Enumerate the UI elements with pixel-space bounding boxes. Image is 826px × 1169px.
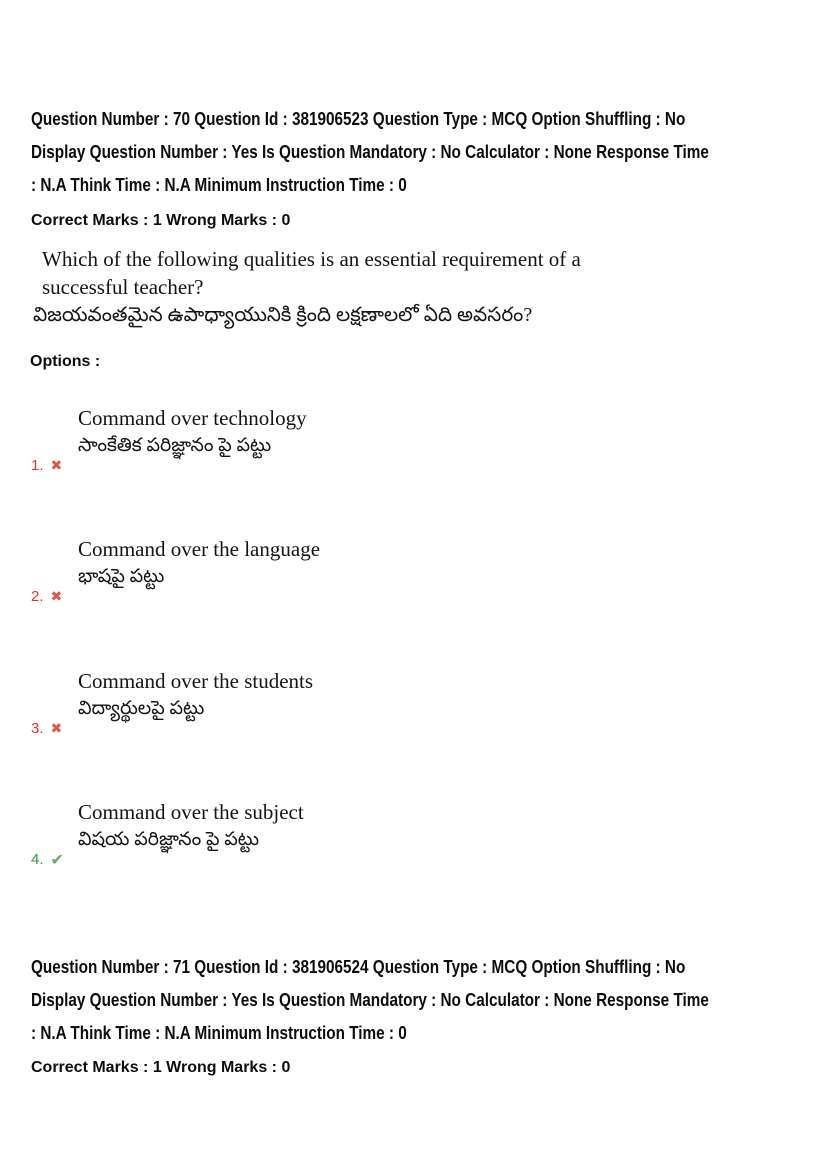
- wrong-answer-icon: ✖: [50, 720, 63, 737]
- option-3-text-telugu: విద్యార్థులపై పట్టు: [78, 698, 205, 719]
- option-4-text-telugu: విషయ పరిజ్ఞానం పై పట్టు: [78, 829, 260, 850]
- option-3-marker: [31, 720, 62, 737]
- question-70-meta-line-2: Display Question Number : Yes Is Question Mandatory : No Calculator : None Response Time: [31, 142, 709, 162]
- question-70-text-english-line-1: Which of the following qualities is an essential requirement of a: [42, 247, 581, 271]
- option-3-number: 3.: [31, 720, 44, 737]
- option-1-text-english: Command over technology: [78, 406, 307, 430]
- option-1: [0, 406, 826, 488]
- question-71-meta-line-3: : N.A Think Time : N.A Minimum Instruction Time : 0: [31, 1023, 407, 1043]
- option-1-text-telugu: సాంకేతిక పరిజ్ఞానం పై పట్టు: [78, 435, 272, 456]
- question-71-meta-line-1: Question Number : 71 Question Id : 381906524 Question Type : MCQ Option Shuffling : No: [31, 957, 686, 977]
- question-71-marks-line: Correct Marks : 1 Wrong Marks : 0: [31, 1059, 291, 1076]
- option-1-marker: [31, 457, 62, 474]
- question-70-marks-line: Correct Marks : 1 Wrong Marks : 0: [31, 212, 291, 229]
- option-2: [0, 537, 826, 619]
- question-70-text-english-line-2: successful teacher?: [42, 275, 204, 299]
- question-70-meta-line-1: Question Number : 70 Question Id : 381906523 Question Type : MCQ Option Shuffling : No: [31, 109, 686, 129]
- option-2-text-telugu: భాషపై పట్టు: [78, 566, 165, 587]
- option-4: [0, 800, 826, 882]
- option-4-number: 4.: [31, 851, 44, 868]
- option-4-marker: [31, 851, 64, 868]
- option-1-number: 1.: [31, 457, 44, 474]
- question-70-text-telugu: విజయవంతమైన ఉపాధ్యాయునికి క్రింది లక్షణాలలో ఏది అవసరం?: [33, 304, 533, 326]
- option-2-text-english: Command over the language: [78, 537, 321, 561]
- wrong-answer-icon: ✖: [50, 457, 63, 474]
- option-3: [0, 669, 826, 751]
- option-3-text-english: Command over the students: [78, 669, 314, 693]
- wrong-answer-icon: ✖: [50, 588, 63, 605]
- option-2-marker: [31, 588, 62, 605]
- options-label: Options :: [30, 353, 101, 370]
- option-4-text-english: Command over the subject: [78, 800, 304, 824]
- correct-answer-icon: ✔: [50, 849, 64, 869]
- question-71-meta-line-2: Display Question Number : Yes Is Question Mandatory : No Calculator : None Response Time: [31, 990, 709, 1010]
- question-70-meta-line-3: : N.A Think Time : N.A Minimum Instruction Time : 0: [31, 175, 407, 195]
- option-2-number: 2.: [31, 588, 44, 605]
